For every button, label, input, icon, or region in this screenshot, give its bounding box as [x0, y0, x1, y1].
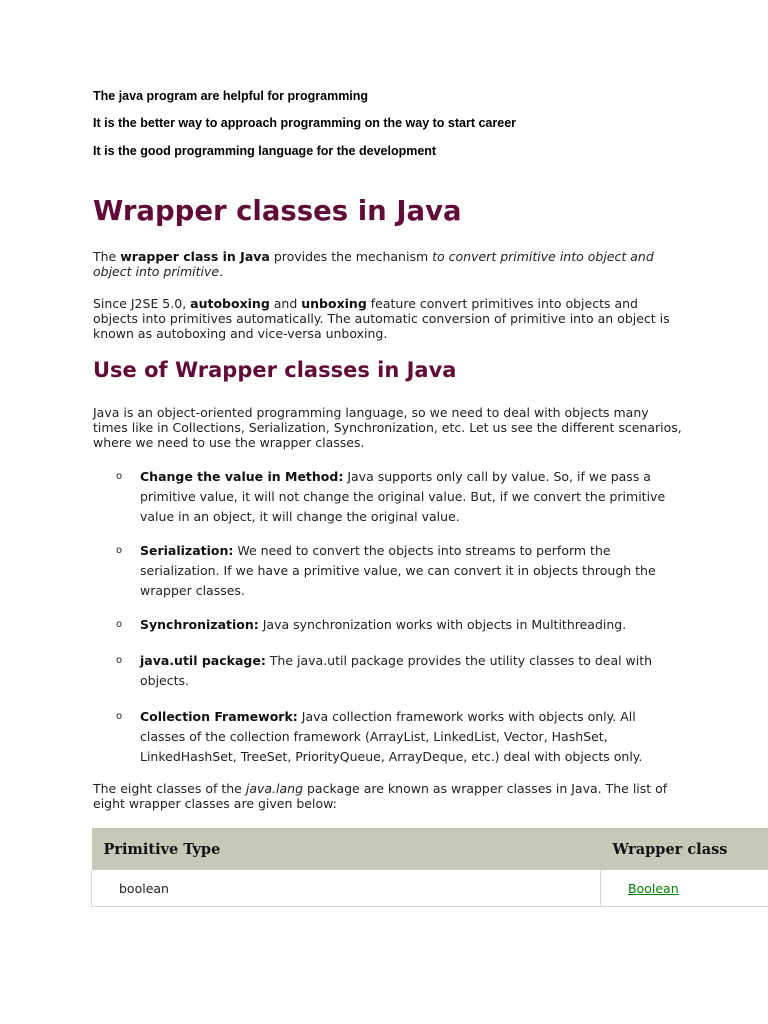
list-item [116, 651, 676, 691]
list-item-text [140, 467, 676, 527]
list-item-term: Change the value in Method: [140, 469, 344, 484]
intro-line-1: The java program are helpful for programming [93, 89, 369, 103]
wrapper-table [91, 828, 768, 907]
list-item-desc: We need to convert the objects into streams to perform the serialization. If we have a primitive value, we can convert it in objects through the wrapper classes. [140, 543, 656, 598]
paragraph-autoboxing [93, 296, 683, 341]
text-span: The [93, 249, 121, 264]
bold-term: unboxing [301, 296, 367, 311]
list-item [116, 541, 676, 601]
text-span: . [219, 264, 224, 279]
list-item-desc: The java.util package provides the utility classes to deal with objects. [140, 653, 653, 688]
bullet-marker-icon: o [116, 655, 123, 666]
paragraph-java-lang [93, 781, 683, 811]
italic-phrase: java.lang [245, 781, 303, 796]
bullet-marker-icon: o [116, 545, 123, 556]
bold-term: autoboxing [190, 296, 270, 311]
italic-phrase: to convert primitive into object and object into primitive [93, 249, 654, 279]
bold-term: wrapper class in Java [120, 249, 270, 264]
list-item-desc: Java synchronization works with objects in Multithreading. [258, 617, 627, 632]
bullet-marker-icon: o [116, 471, 123, 482]
paragraph-use-intro: Java is an object-oriented programming language, so we need to deal with objects many times like in Collections, Serialization, Synchronization, etc. Let us see the different scenarios, where we need to use the wrapper classes. [93, 405, 682, 450]
table-header-row [92, 828, 768, 870]
bullet-marker-icon: o [116, 619, 123, 630]
list-item-desc: Java collection framework works with objects only. All classes of the collection framework (ArrayList, LinkedList, Vector, HashSet, LinkedHashSet, TreeSet, PriorityQueue, ArrayDeque, etc.) deal with objects only. [140, 709, 643, 764]
list-item-text [140, 707, 676, 767]
list-item-text [140, 651, 676, 691]
text-span: provides the mechanism [269, 249, 433, 264]
list-item [116, 467, 676, 527]
list-item-desc: Java supports only call by value. So, if we pass a primitive value, it will not change the original value. But, if we convert the primitive value in an object, it will change the original value. [140, 469, 666, 524]
table-row [92, 870, 768, 907]
list-item-text [140, 541, 676, 601]
list-item-term: Serialization: [140, 543, 234, 558]
column-header-primitive: Primitive Type [92, 828, 601, 870]
column-header-wrapper: Wrapper class [601, 828, 768, 870]
cell-primitive: boolean [92, 870, 601, 907]
cell-wrapper [601, 870, 768, 907]
intro-line-2: It is the better way to approach programming on the way to start career [93, 116, 517, 130]
list-item [116, 707, 676, 767]
wrapper-class-link[interactable]: Boolean [628, 880, 679, 896]
text-span: Since J2SE 5.0, [93, 296, 191, 311]
paragraph-wrapper-intro [93, 249, 683, 279]
text-span: The eight classes of the [93, 781, 246, 796]
bullet-marker-icon: o [116, 711, 123, 722]
text-span: feature convert primitives into objects and objects into primitives automatically. The automatic conversion of primitive into an object is known as autoboxing and vice-versa unboxing. [93, 296, 670, 341]
list-item-term: java.util package: [140, 653, 266, 668]
intro-line-3: It is the good programming language for the development [93, 144, 437, 158]
list-item-term: Synchronization: [140, 617, 259, 632]
list-item-term: Collection Framework: [140, 709, 298, 724]
page-title: Wrapper classes in Java [93, 195, 462, 227]
text-span: and [269, 296, 302, 311]
wrapper-table-container [91, 828, 768, 907]
text-span: package are known as wrapper classes in Java. The list of eight wrapper classes are given below: [93, 781, 668, 811]
list-item-text [140, 615, 676, 635]
section-heading-use: Use of Wrapper classes in Java [93, 358, 457, 382]
list-item [116, 615, 676, 635]
